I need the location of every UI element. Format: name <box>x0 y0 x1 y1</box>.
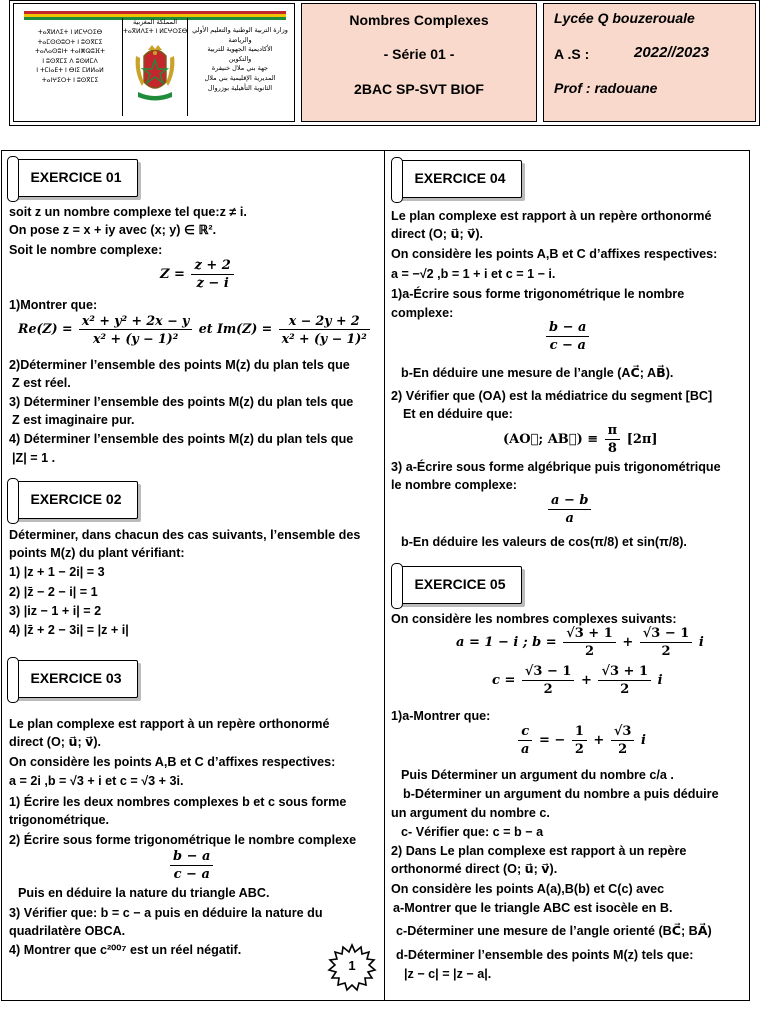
ex5-quotient-formula <box>516 724 646 757</box>
ex5-line: |z − c| = |z − a|. <box>404 967 492 981</box>
ex4-fraction-1 <box>544 320 591 353</box>
ex3-line: direct (O; u⃗; v⃗). <box>9 735 102 749</box>
b-imag-unit: i <box>698 635 704 650</box>
school-year: 2022//2023 <box>634 44 710 61</box>
ex1-line: |Z| = 1 . <box>12 451 56 465</box>
exercise-02-title: EXERCICE 02 <box>30 491 122 507</box>
ex4-line: 3) a-Écrire sous forme algébrique puis trigonométrique <box>391 460 721 474</box>
ex4-line: 2) Vérifier que (OA) est la médiatrice du segment [BC] <box>391 389 713 403</box>
exercise-04-title: EXERCICE 04 <box>414 170 506 186</box>
equals-minus: = − <box>538 733 566 748</box>
c-imag-denominator: 2 <box>620 682 630 697</box>
ex2-line: Déterminer, dans chacun des cas suivants, l’ensemble des <box>9 528 361 542</box>
ex4-fraction-2 <box>546 493 593 526</box>
tifinagh-line: ⵜⴰⴷⴰⵙⵓⵏⵜ ⵜⴰⵏⵥⵕⵓⴼⵜ <box>35 48 105 56</box>
c-imag-numerator: √3 + 1 <box>598 664 651 681</box>
subject-title: Nombres Complexes <box>349 12 489 28</box>
ex5-line: On considère les points A(a),B(b) et C(c) avec <box>391 882 665 896</box>
ex3-line: Puis en déduire la nature du triangle ABC. <box>18 886 270 900</box>
year-label: A .S : <box>554 46 590 62</box>
ex3-line: a = 2i ,b = √3 + i et c = √3 + 3i. <box>9 774 184 788</box>
crest-arabic-title: المملكة المغربية <box>132 18 178 26</box>
exercise-frame <box>1 150 750 1001</box>
c-over-a-numerator: c <box>518 724 532 741</box>
ex5-line: 2) Dans Le plan complexe est rapport à un repère <box>391 844 687 858</box>
ex1-line: 4) Déterminer l’ensemble des points M(z) du plan tels que <box>9 432 354 446</box>
ex3-line: Le plan complexe est rapport à un repère orthonormé <box>9 717 330 731</box>
ex4-line: Et en déduire que: <box>403 407 513 421</box>
half-numerator: 1 <box>572 724 587 741</box>
ex5-a-b-definition <box>456 626 704 659</box>
c-real-denominator: 2 <box>543 682 553 697</box>
plus-sign: + <box>622 635 634 650</box>
school-name: Lycée Q bouzerouale <box>554 10 695 26</box>
ex4-line: 1)a-Écrire sous forme trigonométrique le nombre <box>391 287 685 301</box>
c-lhs: c = <box>492 673 516 688</box>
ex4-line: complexe: <box>391 306 454 320</box>
ex3-ratio-denominator: c − a <box>173 867 210 882</box>
ex1-line: Z est imaginaire pur. <box>12 413 135 427</box>
plus-sign: + <box>581 673 592 688</box>
re-lhs: Re(Z) = <box>18 321 73 336</box>
arabic-line: وزارة التربية الوطنية والتعليم الأولي <box>192 26 288 34</box>
tifinagh-line: ⵏ ⵜⵎⵏⴰⴹⵜ ⵏ ⴱⵏⵉ ⵎⵍⵍⴰⵍ <box>36 67 104 75</box>
ex3-line: 2) Écrire sous forme trigonométrique le nombre complexe <box>9 833 357 847</box>
c-over-a <box>518 724 532 757</box>
header-title-cell <box>301 3 537 122</box>
Z-denominator: z − i <box>196 276 229 291</box>
ex4-ratio-2-denominator: a <box>565 511 574 526</box>
level-title: 2BAC SP-SVT BIOF <box>354 81 484 97</box>
ex4-ratio-1-numerator: b − a <box>546 320 589 337</box>
ex1-re-im-formula <box>18 313 372 346</box>
ex3-line: 3) Vérifier que: b = c − a puis en déduire la nature du <box>9 906 323 920</box>
ex5-line: 1)a-Montrer que: <box>391 709 491 723</box>
ex2-line: 4) |z̄ + 2 − 3i| = |z + i| <box>9 623 129 637</box>
ex4-line: a = −√2 ,b = 1 + i et c = 1 − i. <box>391 267 556 281</box>
Z-lhs: Z = <box>160 267 185 282</box>
c-real-part <box>522 664 575 697</box>
ex5-line: On considère les nombres complexes suivants: <box>391 612 677 626</box>
pi-denominator: 8 <box>607 441 617 456</box>
ex5-line: d-Déterminer l’ensemble des points M(z) tels que: <box>396 948 694 962</box>
ex5-line: Puis Déterminer un argument du nombre c/a . <box>401 768 674 782</box>
tifinagh-line: ⵜⴰⴳⵍⴷⵉⵜ ⵏ ⵍⵎⵖⵔⵉⴱ <box>37 29 103 36</box>
ex3-ratio-numerator: b − a <box>170 849 213 866</box>
sqrt3-numerator: √3 <box>611 724 635 741</box>
column-divider <box>384 150 385 1001</box>
arabic-line: المديرية الإقليمية بني ملال <box>204 73 276 82</box>
ex3-line: 4) Montrer que c²⁰⁰⁷ est un réel négatif. <box>9 943 242 957</box>
ex1-Z-definition <box>160 258 236 291</box>
Z-fraction <box>191 258 233 291</box>
ex5-line: un argument du nombre c. <box>391 806 550 820</box>
arabic-line: والرياضة <box>228 35 252 44</box>
b-real-part <box>563 626 616 659</box>
c-imag-part <box>598 664 651 697</box>
ex1-line: 2)Déterminer l’ensemble des points M(z) du plan tels que <box>9 358 350 372</box>
ex3-line: quadrilatère OBCA. <box>9 924 126 938</box>
crest-tifinagh-title: ⵜⴰⴳⵍⴷⵉⵜ ⵏ ⵍⵎⵖⵔⵉⴱ <box>123 28 188 35</box>
ex5-line: b-Déterminer un argument du nombre a puis déduire <box>403 787 719 801</box>
exercise-02-title-box <box>14 481 138 519</box>
tifinagh-line: ⵏ ⵓⵙⴳⵎⵉ ⴷ ⵓⵙⵍⵎⴷ <box>42 57 98 65</box>
pi-over-8 <box>605 423 621 456</box>
ex5-line: orthonormé direct (O; u⃗; v⃗). <box>391 862 558 876</box>
ex3-ratio <box>170 849 213 882</box>
ex1-line: soit z un nombre complexe tel que:z ≠ i. <box>9 205 247 219</box>
ex1-line: Z est réel. <box>12 376 71 390</box>
exercise-03-title-box <box>14 660 138 698</box>
re-fraction <box>79 313 192 346</box>
ex2-line: 1) |z + 1 − 2i| = 3 <box>9 565 105 579</box>
exercise-05-title-box <box>398 566 522 604</box>
sqrt3-half <box>611 724 635 757</box>
ex2-line: 2) |z̄ − 2 − i| = 1 <box>9 585 98 599</box>
crest-panel <box>122 18 188 116</box>
teacher-name: Prof : radouane <box>554 80 658 96</box>
ex2-line: points M(z) du plant vérifiant: <box>9 546 185 560</box>
a-b-lhs: a = 1 − i ; b = <box>456 635 557 650</box>
ex4-line: le nombre complexe: <box>391 478 517 492</box>
tifinagh-line: ⵜⴰⵎⵙⵙⵓⵔⵜ ⵏ ⵓⵙⴳⵎⵉ <box>37 38 103 46</box>
tifinagh-text-block <box>20 28 120 86</box>
ex4-angle-formula <box>503 423 658 456</box>
b-imag-part <box>640 626 693 659</box>
header-school-cell <box>543 3 756 122</box>
pi-numerator: π <box>605 423 621 440</box>
ex4-ratio-2 <box>548 493 591 526</box>
moroccan-coat-of-arms-icon <box>130 42 180 106</box>
arabic-line: الثانوية التأهيلية بوزروال <box>207 83 273 92</box>
ex4-line: direct (O; u⃗; v⃗). <box>391 227 484 241</box>
one-half <box>572 724 587 757</box>
arabic-line: والتكوين <box>228 54 252 63</box>
arabic-line: جهة بني ملال خنيفرة <box>211 64 269 73</box>
ex3-fraction <box>168 849 215 882</box>
ex2-line: 3) |iz − 1 + i| = 2 <box>9 604 102 618</box>
ex4-line: Le plan complexe est rapport à un repère orthonormé <box>391 209 712 223</box>
re-denominator: x² + (y − 1)² <box>93 331 179 346</box>
exercise-01-title: EXERCICE 01 <box>30 169 122 185</box>
im-denominator: x² + (y − 1)² <box>281 331 367 346</box>
re-numerator: x² + y² + 2x − y <box>79 313 192 330</box>
exercise-05-title: EXERCICE 05 <box>414 576 506 592</box>
quotient-imag-unit: i <box>640 733 646 748</box>
b-real-numerator: √3 + 1 <box>563 626 616 643</box>
c-over-a-denominator: a <box>521 742 530 757</box>
exercise-04-title-box <box>398 160 522 198</box>
ex4-ratio-1 <box>546 320 589 353</box>
ex1-line: 1)Montrer que: <box>9 298 98 312</box>
ex4-line: b-En déduire les valeurs de cos(π/8) et sin(π/8). <box>401 535 687 549</box>
tifinagh-line: ⵜⴰⵏⵖⵉⵔⵜ ⵏ ⵓⵙⴳⵎⵉ <box>41 76 99 84</box>
ex5-c-definition <box>492 664 663 697</box>
b-imag-denominator: 2 <box>661 644 671 659</box>
ex5-line: c-Déterminer une mesure de l’angle orienté (BC⃗; BA⃗) <box>396 924 712 938</box>
ex5-line: a-Montrer que le triangle ABC est isocèle en B. <box>393 901 673 915</box>
arabic-text-block <box>188 26 292 93</box>
ex4-line: b-En déduire une mesure de l’angle (AC⃗; AB⃗). <box>401 366 674 380</box>
angle-rhs: [2π] <box>626 432 658 447</box>
page-number: 1 <box>348 958 356 973</box>
ex3-line: On considère les points A,B et C d’affixes respectives: <box>9 755 336 769</box>
ex3-line: trigonométrique. <box>9 813 110 827</box>
ex5-line: c- Vérifier que: c = b − a <box>401 825 544 839</box>
exercise-01-title-box <box>14 159 138 197</box>
ex4-ratio-1-denominator: c − a <box>549 338 586 353</box>
half-denominator: 2 <box>574 742 584 757</box>
b-real-denominator: 2 <box>584 644 594 659</box>
im-numerator: x − 2y + 2 <box>279 313 370 330</box>
b-imag-numerator: √3 − 1 <box>640 626 693 643</box>
im-fraction <box>279 313 370 346</box>
arabic-line: الأكاديمية الجهوية للتربية <box>207 45 273 54</box>
ex3-line: 1) Écrire les deux nombres complexes b et c sous forme <box>9 795 347 809</box>
ex4-ratio-2-numerator: a − b <box>548 493 591 510</box>
im-lhs: et Im(Z) = <box>198 321 273 336</box>
ex1-line: On pose z = x + iy avec (x; y) ∈ ℝ². <box>9 223 217 237</box>
c-imag-unit: i <box>657 673 663 688</box>
c-real-numerator: √3 − 1 <box>522 664 575 681</box>
Z-numerator: z + 2 <box>191 258 233 275</box>
exercise-03-title: EXERCICE 03 <box>30 670 122 686</box>
angle-lhs: (AO⃗; AB⃗) ≡ <box>503 432 599 447</box>
ex1-line: 3) Déterminer l’ensemble des points M(z) du plan tels que <box>9 395 354 409</box>
header-logo-cell <box>13 3 295 122</box>
ex1-line: Soit le nombre complexe: <box>9 243 163 257</box>
sqrt3-denominator: 2 <box>618 742 628 757</box>
ex4-line: On considère les points A,B et C d’affixes respectives: <box>391 247 718 261</box>
plus-sign: + <box>593 733 605 748</box>
serie-title: - Série 01 - <box>383 46 455 62</box>
